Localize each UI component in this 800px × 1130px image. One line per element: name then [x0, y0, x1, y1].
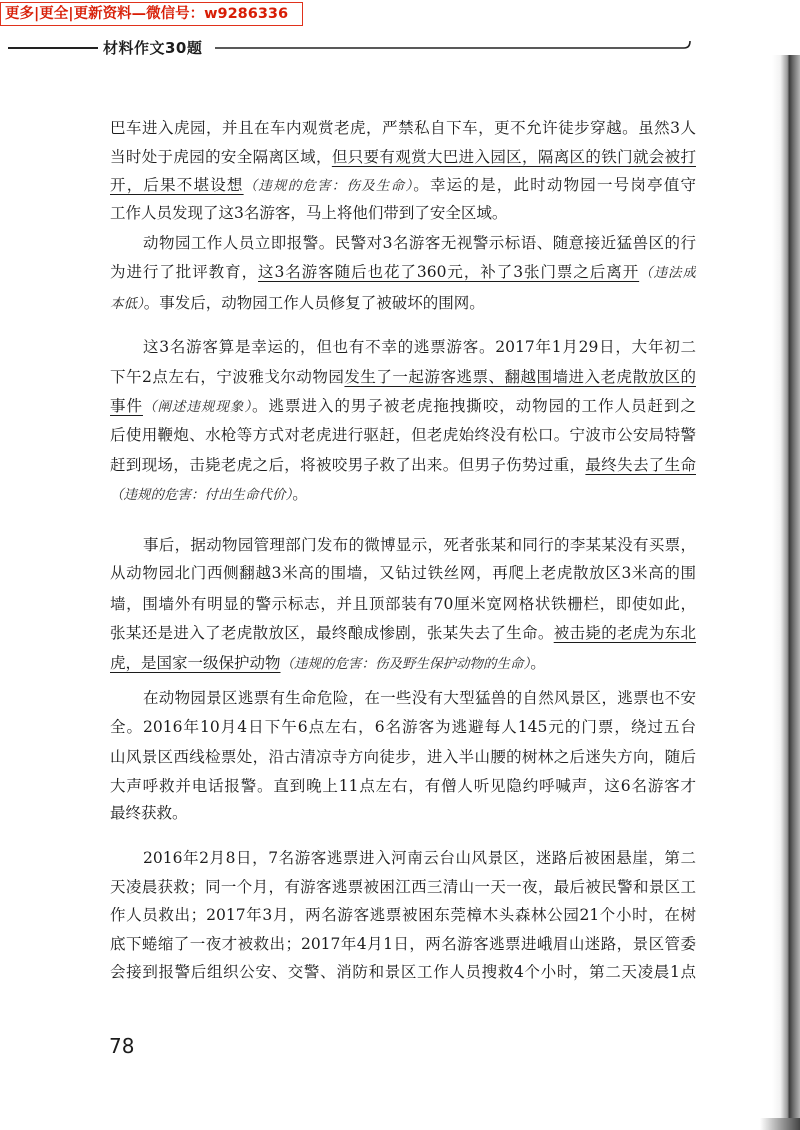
text-line [110, 116, 696, 140]
text-line [110, 875, 696, 899]
text-segment: 大声呼救并电话报警。直到晚上11点左右，有僧人听见隐约呼喊声，这6名游客才 [110, 777, 696, 795]
text-line [110, 774, 696, 798]
underlined-text: 发生了一起游客逃票、翻越围墙进入老虎散放区的 [344, 368, 696, 386]
text-line [110, 745, 696, 769]
text-segment: 为进行了批评教育， [110, 263, 259, 281]
text-line [143, 231, 696, 255]
text-line [143, 846, 696, 870]
text-line [143, 335, 696, 359]
annotation-note: （违规的危害：伤及生命） [243, 178, 414, 194]
running-header-title: 材料作文30题 [103, 39, 203, 57]
text-line [110, 932, 696, 956]
underlined-text: 被击毙的老虎为东北 [553, 624, 696, 642]
text-segment: 事后，据动物园管理部门发布的微博显示，死者张某和同行的李某某没有买票， [143, 536, 696, 554]
text-segment: 最终获救。 [110, 804, 188, 822]
annotation-note: 本低） [110, 296, 144, 312]
text-segment: 赶到现场，击毙老虎之后，将被咬男子救了出来。但男子伤势过重， [110, 456, 586, 474]
text-line [110, 145, 696, 169]
scan-corner-shadow [760, 1118, 800, 1130]
text-segment: 在动物园景区逃票有生命危险，在一些没有大型猛兽的自然风景区，逃票也不安 [143, 689, 696, 707]
text-line [110, 201, 696, 225]
text-segment: 工作人员发现了这3名游客，马上将他们带到了安全区域。 [110, 204, 508, 222]
text-line [110, 801, 696, 825]
text-line [110, 260, 696, 284]
underlined-text: 这3名游客随后也花了360元，补了3张门票之后离开 [258, 263, 640, 281]
underlined-text: 最终失去了生命 [585, 456, 696, 474]
text-line [110, 561, 696, 585]
text-segment: 。事发后，动物园工作人员修复了被破坏的围网。 [143, 294, 485, 312]
text-segment: 巴车进入虎园，并且在车内观赏老虎，严禁私自下车，更不允许徒步穿越。虽然3人 [110, 119, 696, 137]
wechat-promo-banner: 更多|更全|更新资料—微信号：w9286336 [0, 2, 303, 26]
text-line [110, 423, 696, 447]
underlined-text: 虎，是国家一级保护动物 [110, 654, 281, 672]
annotation-note: （阐述违规现象） [142, 399, 253, 415]
text-segment: 下午2点左右，宁波雅戈尔动物园 [110, 368, 345, 386]
text-line [110, 291, 696, 315]
text-line [110, 482, 696, 506]
text-line [110, 173, 696, 197]
text-segment: 天凌晨获救；同一个月，有游客逃票被困江西三清山一天一夜，最后被民警和景区工 [110, 878, 696, 896]
text-segment: 。 [530, 654, 546, 672]
text-line [110, 453, 696, 477]
text-segment: 动物园工作人员立即报警。民警对3名游客无视警示标语、随意接近猛兽区的行 [143, 234, 696, 252]
annotation-note: （违规的危害：付出生命代价） [110, 487, 293, 503]
text-segment: 从动物园北门西侧翻越3米高的围墙，又钻过铁丝网，再爬上老虎散放区3米高的围 [110, 564, 696, 582]
text-line [110, 960, 696, 984]
text-segment: 底下蜷缩了一夜才被救出；2017年4月1日，两名游客逃票进峨眉山迷路，景区管委 [110, 935, 696, 953]
text-line [110, 621, 696, 645]
text-segment: 2016年2月8日，7名游客逃票进入河南云台山风景区，迷路后被困悬崖，第二 [143, 849, 696, 867]
text-line [110, 903, 696, 927]
text-segment: 当时处于虎园的安全隔离区域， [110, 148, 332, 166]
text-segment: 山风景区西线检票处，沿古清凉寺方向徒步，进入半山腰的树林之后迷失方向，随后 [110, 748, 696, 766]
text-segment: 会接到报警后组织公安、交警、消防和景区工作人员搜救4个小时，第二天凌晨1点 [110, 963, 696, 981]
text-line [110, 592, 696, 616]
text-segment: 。 [292, 485, 308, 503]
underlined-text: 事件 [110, 397, 143, 415]
text-segment: 全。2016年10月4日下午6点左右，6名游客为逃避每人145元的门票，绕过五台 [110, 718, 696, 736]
underlined-text: 但只要有观赏大巴进入园区，隔离区的铁门就会被打 [331, 148, 696, 166]
text-line [143, 533, 696, 557]
text-segment: 张某还是进入了老虎散放区，最终酿成惨剧，张某失去了生命。 [110, 624, 554, 642]
annotation-note: （违规的危害：伤及野生保护动物的生命） [280, 656, 531, 672]
scan-binding-shadow [772, 55, 800, 1130]
page-number: 78 [109, 1034, 135, 1058]
text-segment: 墙，围墙外有明显的警示标志，并且顶部装有70厘米宽网格状铁栅栏，即使如此， [110, 595, 696, 613]
text-segment: 。幸运的是，此时动物园一号岗亭值守 [413, 176, 696, 194]
underlined-text: 开，后果不堪设想 [110, 176, 244, 194]
text-segment: 这3名游客算是幸运的，但也有不幸的逃票游客。2017年1月29日，大年初二 [143, 338, 696, 356]
text-line [110, 365, 696, 389]
text-segment: 。逃票进入的男子被老虎拖拽撕咬，动物园的工作人员赶到之 [252, 397, 696, 415]
text-line [110, 651, 696, 675]
annotation-note: （违法成 [639, 265, 696, 281]
text-segment: 作人员救出；2017年3月，两名游客逃票被困东莞樟木头森林公园21个小时，在树 [110, 906, 696, 924]
text-line [110, 715, 696, 739]
text-line [143, 686, 696, 710]
text-segment: 后使用鞭炮、水枪等方式对老虎进行驱赶，但老虎始终没有松口。宁波市公安局特警 [110, 426, 696, 444]
text-line [110, 394, 696, 418]
